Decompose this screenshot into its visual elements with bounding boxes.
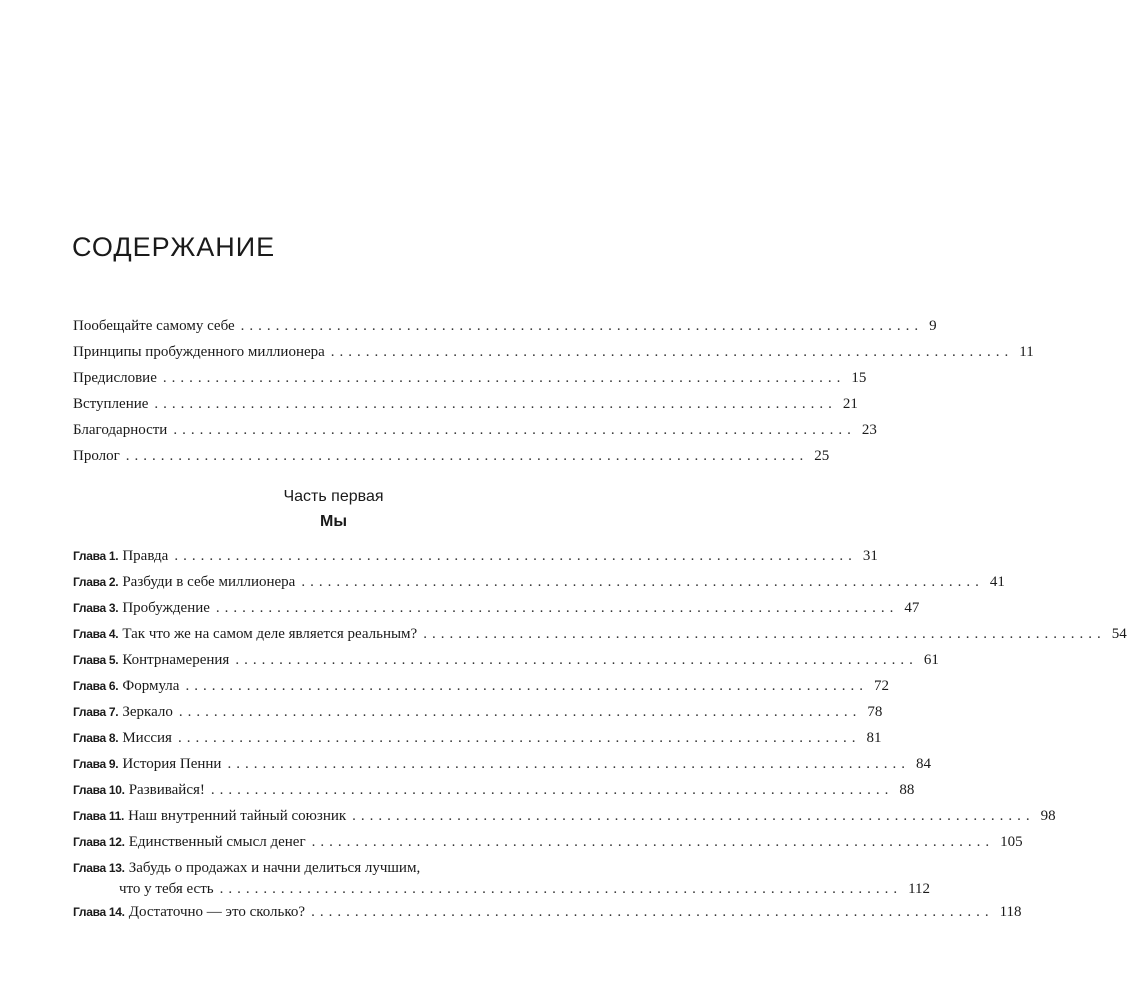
toc-entry[interactable] xyxy=(73,678,889,704)
dot-leader: .............................................................................. xyxy=(301,574,984,590)
chapter-number: Глава 9. xyxy=(73,757,119,771)
entry-page: 112 xyxy=(908,881,931,897)
entry-label: Благодарности xyxy=(73,422,168,438)
page-title: СОДЕРЖАНИЕ xyxy=(72,232,276,262)
entry-page: 98 xyxy=(1040,808,1056,824)
part-label: Часть первая xyxy=(283,488,384,505)
dot-leader: .............................................................................. xyxy=(177,730,861,746)
entry-label-continued: что у тебя есть xyxy=(119,881,214,897)
part-title: Мы xyxy=(320,513,347,530)
dot-leader: .............................................................................. xyxy=(154,396,837,412)
dot-leader: .............................................................................. xyxy=(311,904,994,920)
entry-label: Вступление xyxy=(73,396,149,412)
chapter-number: Глава 2. xyxy=(73,575,119,589)
dot-leader: .............................................................................. xyxy=(215,600,899,616)
entry-label: Предисловие xyxy=(73,370,157,386)
chapter-number: Глава 6. xyxy=(73,679,119,693)
dot-leader: .............................................................................. xyxy=(330,344,1014,360)
toc-entry[interactable] xyxy=(73,756,931,782)
toc-entry[interactable] xyxy=(73,318,937,344)
chapter-list xyxy=(73,548,1127,930)
toc-entry[interactable] xyxy=(73,344,1034,370)
toc-entry[interactable] xyxy=(73,600,920,626)
chapter-number: Глава 11. xyxy=(73,809,125,823)
entry-label: Пообещайте самому себе xyxy=(73,318,235,334)
entry-label: Формула xyxy=(122,678,180,694)
dot-leader: .............................................................................. xyxy=(185,678,868,694)
chapter-number: Глава 1. xyxy=(73,549,119,563)
toc-entry[interactable] xyxy=(73,704,883,730)
toc-entry[interactable] xyxy=(73,370,867,396)
toc-entry[interactable] xyxy=(73,834,1023,860)
entry-page: 15 xyxy=(851,370,867,386)
entry-page: 11 xyxy=(1019,344,1034,360)
front-matter-list xyxy=(73,318,1034,474)
entry-page: 105 xyxy=(1000,834,1023,850)
entry-label: Пробуждение xyxy=(122,600,210,616)
toc-entry[interactable] xyxy=(73,782,915,808)
entry-label: Забудь о продажах и начни делиться лучшим, xyxy=(128,860,421,876)
chapter-number: Глава 8. xyxy=(73,731,119,745)
chapter-number: Глава 5. xyxy=(73,653,119,667)
entry-label: Пролог xyxy=(73,448,120,464)
dot-leader: .............................................................................. xyxy=(235,652,918,668)
entry-page: 118 xyxy=(999,904,1022,920)
entry-label: Миссия xyxy=(122,730,172,746)
entry-page: 61 xyxy=(923,652,939,668)
entry-page: 78 xyxy=(867,704,883,720)
dot-leader: .............................................................................. xyxy=(240,318,924,334)
toc-entry[interactable] xyxy=(73,422,877,448)
entry-label: Контрнамерения xyxy=(122,652,230,668)
toc-entry[interactable] xyxy=(73,860,931,898)
dot-leader: .............................................................................. xyxy=(178,704,862,720)
entry-label: Принципы пробужденного миллионера xyxy=(73,344,325,360)
dot-leader: .............................................................................. xyxy=(352,808,1035,824)
toc-entry[interactable] xyxy=(73,808,1056,834)
entry-label: Правда xyxy=(122,548,169,564)
toc-entry[interactable] xyxy=(73,626,1127,652)
dot-leader: .............................................................................. xyxy=(227,756,910,772)
entry-page: 25 xyxy=(814,448,830,464)
entry-page: 23 xyxy=(861,422,877,438)
toc-entry[interactable] xyxy=(73,652,939,678)
entry-label: Развивайся! xyxy=(128,782,205,798)
chapter-number: Глава 3. xyxy=(73,601,119,615)
dot-leader: .............................................................................. xyxy=(219,881,903,897)
toc-entry[interactable] xyxy=(73,396,858,422)
entry-page: 9 xyxy=(929,318,937,334)
chapter-number: Глава 10. xyxy=(73,783,125,797)
entry-label: Так что же на самом деле является реальным? xyxy=(122,626,418,642)
entry-label: Единственный смысл денег xyxy=(128,834,306,850)
entry-label: Разбуди в себе миллионера xyxy=(122,574,296,590)
entry-label: История Пенни xyxy=(122,756,222,772)
entry-page: 31 xyxy=(862,548,878,564)
dot-leader: .............................................................................. xyxy=(173,422,856,438)
entry-page: 54 xyxy=(1111,626,1127,642)
entry-page: 81 xyxy=(866,730,882,746)
entry-page: 41 xyxy=(989,574,1005,590)
entry-page: 72 xyxy=(873,678,889,694)
chapter-number: Глава 12. xyxy=(73,835,125,849)
chapter-number: Глава 7. xyxy=(73,705,119,719)
entry-page: 84 xyxy=(915,756,931,772)
toc-entry[interactable] xyxy=(73,904,1022,930)
entry-label: Наш внутренний тайный союзник xyxy=(128,808,347,824)
dot-leader: .............................................................................. xyxy=(174,548,857,564)
dot-leader: .............................................................................. xyxy=(162,370,846,386)
entry-page: 21 xyxy=(842,396,858,412)
dot-leader: .............................................................................. xyxy=(423,626,1106,642)
entry-page: 47 xyxy=(904,600,920,616)
dot-leader: .............................................................................. xyxy=(311,834,995,850)
toc-entry[interactable] xyxy=(73,448,830,474)
entry-page: 88 xyxy=(899,782,915,798)
chapter-number: Глава 4. xyxy=(73,627,119,641)
chapter-number: Глава 14. xyxy=(73,905,125,919)
chapter-number: Глава 13. xyxy=(73,861,125,875)
toc-entry[interactable] xyxy=(73,548,878,574)
dot-leader: .............................................................................. xyxy=(125,448,809,464)
dot-leader: .............................................................................. xyxy=(210,782,894,798)
entry-label: Достаточно — это сколько? xyxy=(128,904,306,920)
toc-entry[interactable] xyxy=(73,574,1005,600)
entry-label: Зеркало xyxy=(122,704,173,720)
toc-entry[interactable] xyxy=(73,730,882,756)
